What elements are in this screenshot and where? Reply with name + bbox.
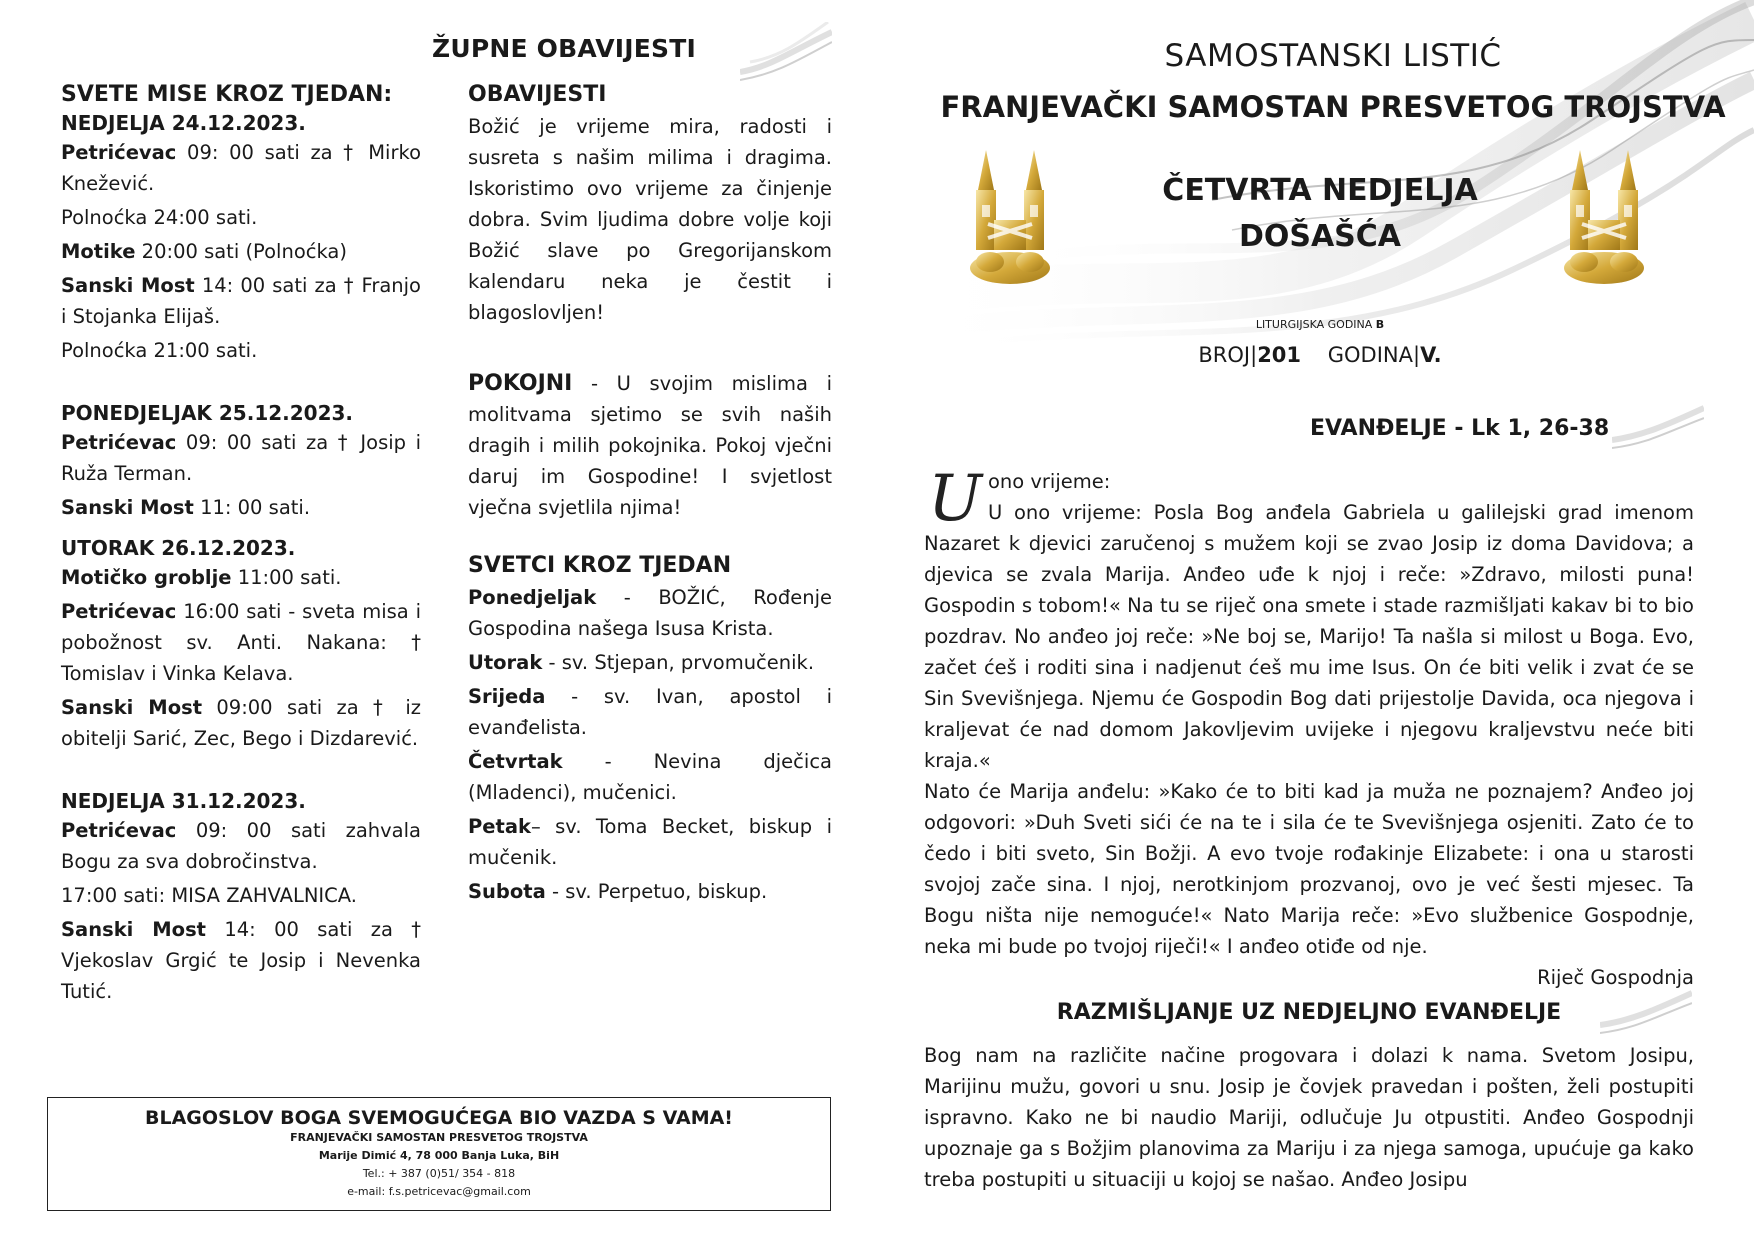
mass-day-date: PONEDJELJAK 25.12.2023.: [61, 401, 354, 425]
issue-label: BROJ|: [1198, 343, 1258, 367]
deceased-block: [468, 368, 832, 523]
mass-entry: [61, 692, 421, 754]
mass-entry: [61, 815, 421, 877]
saint-entry: [468, 811, 832, 873]
saint-day: Ponedjeljak: [468, 586, 597, 609]
mass-entry: [61, 914, 421, 1007]
mass-place: Sanski Most: [61, 918, 207, 941]
mass-day-date: NEDJELJA 31.12.2023.: [61, 789, 306, 813]
footer-org: FRANJEVAČKI SAMOSTAN PRESVETOG TROJSTVA: [290, 1131, 588, 1144]
saint-day: Utorak: [468, 651, 543, 674]
mass-place: Motičko groblje: [61, 566, 232, 589]
mass-details: 14: 00 sati za † Franjo i Stojanka Elijaš.: [61, 274, 421, 328]
masses-heading: SVETE MISE KROZ TJEDAN:: [61, 82, 393, 107]
mass-details: 14: 00 sati za † Vjekoslav Grgić te Josip i Nevenka Tutić.: [61, 918, 422, 1003]
mass-entry: [61, 270, 421, 332]
saint-day: Četvrtak: [468, 750, 563, 773]
mass-entry: [61, 596, 421, 689]
liturgical-year-label: LITURGIJSKA GODINA: [1255, 318, 1376, 331]
saints-list: [468, 582, 832, 907]
saint-entry: [468, 876, 832, 907]
mass-details: 16:00 sati - sveta misa i pobožnost sv. Anti. Nakana: † Tomislav i Vinka Kelava.: [61, 600, 421, 685]
masses-day-list: [61, 111, 421, 1007]
mass-entry: [61, 137, 421, 199]
mass-day-date: NEDJELJA 24.12.2023.: [61, 111, 306, 135]
mass-place: Petrićevac: [61, 141, 177, 164]
mass-entry: [61, 335, 421, 366]
mass-place: Sanski Most: [61, 274, 195, 297]
mass-place: Sanski Most: [61, 496, 194, 519]
mass-place: Motike: [61, 240, 136, 263]
saints-heading: SVETCI KROZ TJEDAN: [468, 553, 732, 578]
section-gap: [61, 526, 421, 532]
mass-details: Polnoćka 24:00 sati.: [61, 206, 258, 229]
deceased-heading: POKOJNI: [468, 371, 573, 396]
notices-column: [468, 82, 832, 910]
mass-entry: [61, 236, 421, 267]
mass-details: Polnoćka 21:00 sati.: [61, 339, 258, 362]
saint-name: - sv. Ivan, apostol i evanđelista.: [468, 685, 832, 739]
mass-details: 09:00 sati za † iz obitelji Sarić, Zec, Bego i Dizdarević.: [61, 696, 421, 750]
church-towers-emblem-icon: [1562, 150, 1652, 290]
mass-entry: [61, 202, 421, 233]
section-gap: [61, 757, 421, 785]
gospel-paragraph-1: U ono vrijeme: Posla Bog anđela Gabriela u galilejski grad imenom Nazaret k djevici zaručenoj s mužem koji se zvao Josip iz doma Davidova; a djevica se zvala Marija. Anđeo uđe k njoj i reče: »Zdravo, milosti puna! Gospodin s tobom!« Na tu se riječ ona smete i stade razmišljati kakav bi to bio pozdrav. No anđeo joj reče: »Ne boj se, Marijo! Ta našla si milost u Boga. Evo, začet ćeš i roditi sina i nadjenut ćeš mu ime Isus. On će biti velik i zvat će se Sin Svevišnjega. Njemu će Gospodin Bog dati prijestolje Davida, oca njegova i kraljevat će nad domom Jakovljevim uvijeke i njegovu kraljevstvu neće biti kraja.«: [924, 501, 1694, 772]
notices-heading: OBAVIJESTI: [468, 82, 607, 107]
footer-address: Marije Dimić 4, 78 000 Banja Luka, BiH: [318, 1149, 560, 1162]
year-label: GODINA|: [1327, 343, 1421, 367]
saint-name: - BOŽIĆ, Rođenje Gospodina našega Isusa Krista.: [468, 586, 832, 640]
mass-place: Petrićevac: [61, 431, 177, 454]
mass-details: 17:00 sati: MISA ZAHVALNICA.: [61, 884, 357, 907]
issue-number: 201: [1257, 343, 1302, 367]
sunday-title-line1: ČETVRTA NEDJELJA: [1162, 173, 1478, 208]
mass-entry: [61, 880, 421, 911]
deceased-text: - U svojim mislima i molitvama sjetimo se svih naših dragih i milih pokojnika. Pokoj vječni daruj im Gospodine! I svjetlost vječna svjetlila njima!: [468, 372, 832, 519]
sunday-title: [1110, 168, 1530, 260]
saint-day: Srijeda: [468, 685, 546, 708]
masses-column: [61, 82, 421, 1010]
footer-blessing-title: BLAGOSLOV BOGA SVEMOGUĆEGA BIO VAZDA S VAMA!: [145, 1107, 733, 1129]
gospel-intro: ono vrijeme:: [987, 470, 1111, 493]
mass-details: 09: 00 sati za † Mirko Knežević.: [61, 141, 421, 195]
newsletter-title: SAMOSTANSKI LISTIĆ: [1164, 38, 1502, 74]
saint-day: Subota: [468, 880, 546, 903]
saint-entry: [468, 647, 832, 678]
section-gap: [61, 369, 421, 397]
mass-details: 09: 00 sati zahvala Bogu za sva dobročinstva.: [61, 819, 421, 873]
saint-day: Petak: [468, 815, 531, 838]
saint-entry: [468, 746, 832, 808]
parish-notices-title: ŽUPNE OBAVIJESTI: [432, 34, 697, 63]
notices-text: Božić je vrijeme mira, radosti i susreta s našim milima i dragima. Iskoristimo ovo vrijeme za činjenje dobra. Svim ljudima dobre volje koji Božić slave po Gregorijanskom kalendaru neka je čestit i blagoslovljen!: [468, 115, 832, 324]
gospel-closing: Riječ Gospodnja: [1537, 966, 1694, 989]
reflection-heading: RAZMIŠLJANJE UZ NEDJELJNO EVANĐELJE: [1056, 1000, 1562, 1025]
mass-place: Petrićevac: [61, 600, 177, 623]
gospel-dropcap: U: [928, 462, 982, 536]
mass-day-date: UTORAK 26.12.2023.: [61, 536, 296, 560]
mass-entry: [61, 427, 421, 489]
year-value: V.: [1420, 343, 1442, 367]
mass-place: Petrićevac: [61, 819, 177, 842]
sunday-title-line2: DOŠAŠĆA: [1238, 219, 1402, 254]
mass-entry: [61, 492, 421, 523]
church-towers-emblem-icon: [968, 150, 1058, 290]
footer-phone: Tel.: + 387 (0)51/ 354 - 818: [362, 1167, 516, 1180]
footer-blessing-box: [47, 1097, 831, 1211]
issue-info: [1110, 343, 1530, 367]
gospel-block: [924, 462, 1694, 993]
reflection-block: [924, 1040, 1694, 1232]
monastery-name: FRANJEVAČKI SAMOSTAN PRESVETOG TROJSTVA: [940, 90, 1726, 124]
saint-name: - sv. Perpetuo, biskup.: [545, 880, 768, 903]
small-wisp-icon: [1612, 400, 1704, 460]
liturgical-year: [1110, 318, 1530, 331]
footer-email: e-mail: f.s.petricevac@gmail.com: [347, 1185, 531, 1198]
mass-details: 11: 00 sati.: [193, 496, 311, 519]
mass-details: 09: 00 sati za † Josip i Ruža Terman.: [61, 431, 421, 485]
mass-entry: [61, 562, 421, 593]
gospel-heading: EVANĐELJE - Lk 1, 26-38: [1310, 416, 1610, 441]
mass-details: 20:00 sati (Polnoćka): [135, 240, 347, 263]
saint-entry: [468, 681, 832, 743]
mass-place: Sanski Most: [61, 696, 203, 719]
liturgical-year-value: B: [1375, 318, 1385, 331]
saint-name: - Nevina dječica (Mladenci), mučenici.: [468, 750, 832, 804]
saint-name: - sv. Stjepan, prvomučenik.: [542, 651, 815, 674]
gospel-paragraph-2: Nato će Marija anđelu: »Kako će to biti kad ja muža ne poznajem? Anđeo joj odgovori: »Duh Sveti sići će na te i sila će te Svevišnjega osjeniti. Zato će to čedo i biti sveto, Sin Božji. A evo tvoje rođakinje Elizabete: i ona u starosti svojoj zače sina. I njoj, nerotkinjom prozvanoj, ovo je već šesti mjesec. Ta Bogu ništa nije nemoguće!« Nato Marija reče: »Evo službenice Gospodnje, neka mi bude po tvojoj riječi!« I anđeo otiđe od nje.: [924, 780, 1694, 958]
reflection-text: Bog nam na različite načine progovara i dolazi k nama. Svetom Josipu, Marijinu mužu, govori u snu. Josip je čovjek pravedan i pošten, želi postupiti ispravno. Kako ne bi naudio Mariji, odlučuje Ju otpustiti. Anđeo Gospodnji upoznaje ga s Božjim planovima za Mariju i za njega samoga, upućuje ga kako treba postupiti u situaciji u kojoj se našao. Anđeo Josipu: [924, 1044, 1694, 1191]
saint-entry: [468, 582, 832, 644]
saint-name: – sv. Toma Becket, biskup i mučenik.: [468, 815, 832, 869]
mass-details: 11:00 sati.: [231, 566, 342, 589]
